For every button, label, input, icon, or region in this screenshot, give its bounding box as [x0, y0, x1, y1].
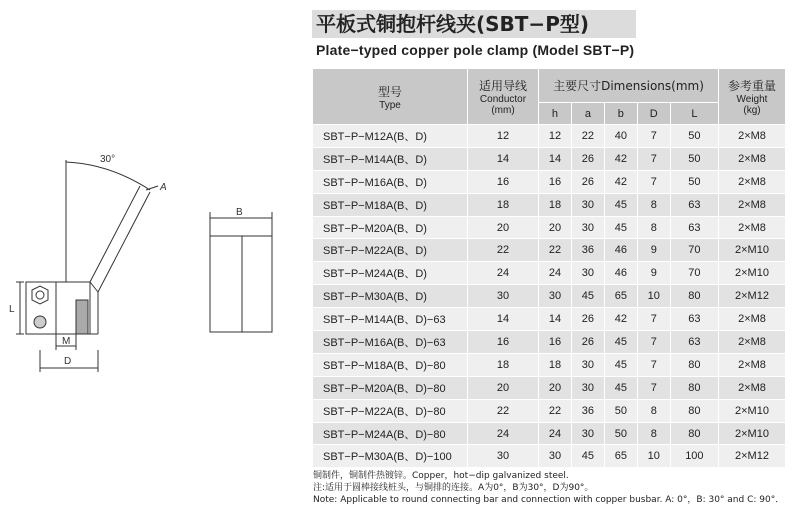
dim-d-header: D — [637, 103, 670, 125]
table-row: SBT−P−M20A(B、D) 20 20 30 45 8 63 2×M8 — [313, 216, 786, 239]
table-row: SBT−P−M18A(B、D) 18 18 30 45 8 63 2×M8 — [313, 193, 786, 216]
angle-label: 30° — [100, 154, 116, 165]
l-label: L — [9, 304, 15, 315]
a-label: A — [160, 182, 167, 193]
dim-l-header: L — [670, 103, 718, 125]
table-row: SBT−P−M22A(B、D) 22 22 36 46 9 70 2×M10 — [313, 239, 786, 262]
dim-h-header: h — [539, 103, 572, 125]
table-row: SBT−P−M18A(B、D)−80 18 18 30 45 7 80 2×M8 — [313, 353, 786, 376]
clamp-side-view — [16, 160, 158, 372]
conductor-header: 适用导线 Conductor (mm) — [468, 69, 539, 125]
notes — [313, 470, 784, 506]
table-row: SBT−P−M12A(B、D) 12 12 22 40 7 50 2×M8 — [313, 125, 786, 148]
table-row: SBT−P−M22A(B、D)−80 22 22 36 50 8 80 2×M10 — [313, 399, 786, 422]
table-row: SBT−P−M14A(B、D) 14 14 26 42 7 50 2×M8 — [313, 147, 786, 170]
table-row: SBT−P−M14A(B、D)−63 14 14 26 42 7 63 2×M8 — [313, 308, 786, 331]
note-line: Note: Applicable to round connecting bar and connection with copper busbar. A: 0°，B: 30° and C: 90°． — [313, 495, 785, 505]
clamp-front-view — [210, 212, 272, 332]
dim-a-header: a — [571, 103, 604, 125]
type-header: 型号 Type — [313, 69, 468, 125]
table-row: SBT−P−M30A(B、D)−100 30 30 45 65 10 100 2×M12 — [313, 445, 786, 468]
table-row: SBT−P−M30A(B、D) 30 30 45 65 10 80 2×M12 — [313, 285, 786, 308]
m-label: M — [62, 336, 71, 347]
page-title-en: Plate−typed copper pole clamp (Model SBT−P) — [316, 42, 635, 58]
clamp-drawings — [0, 0, 300, 511]
table-row: SBT−P−M24A(B、D)−80 24 24 30 50 8 80 2×M10 — [313, 422, 786, 445]
table-row: SBT−P−M16A(B、D) 16 16 26 42 7 50 2×M8 — [313, 170, 786, 193]
weight-header: 参考重量 Weight (kg) — [719, 69, 786, 125]
table-row: SBT−P−M20A(B、D)−80 20 20 30 45 7 80 2×M8 — [313, 376, 786, 399]
b-label: B — [236, 207, 243, 218]
dimensions-header: 主要尺寸Dimensions(mm) — [539, 69, 719, 103]
table-row: SBT−P−M16A(B、D)−63 16 16 26 45 7 63 2×M8 — [313, 331, 786, 354]
table-row: SBT−P−M24A(B、D) 24 24 30 46 9 70 2×M10 — [313, 262, 786, 285]
note-line: 铜制件，铜制件热镀锌。Copper，hot−dip galvanized steel. — [313, 471, 569, 481]
page-title-cn: 平板式铜抱杆线夹(SBT−P型) — [312, 10, 636, 38]
dim-b-header: b — [604, 103, 637, 125]
note-line: 注:适用于圆棒接线桩头，与铜排的连接。A为0°，B为30°，D为90°。 — [313, 483, 594, 493]
d-label: D — [64, 356, 72, 367]
spec-table — [312, 68, 786, 468]
